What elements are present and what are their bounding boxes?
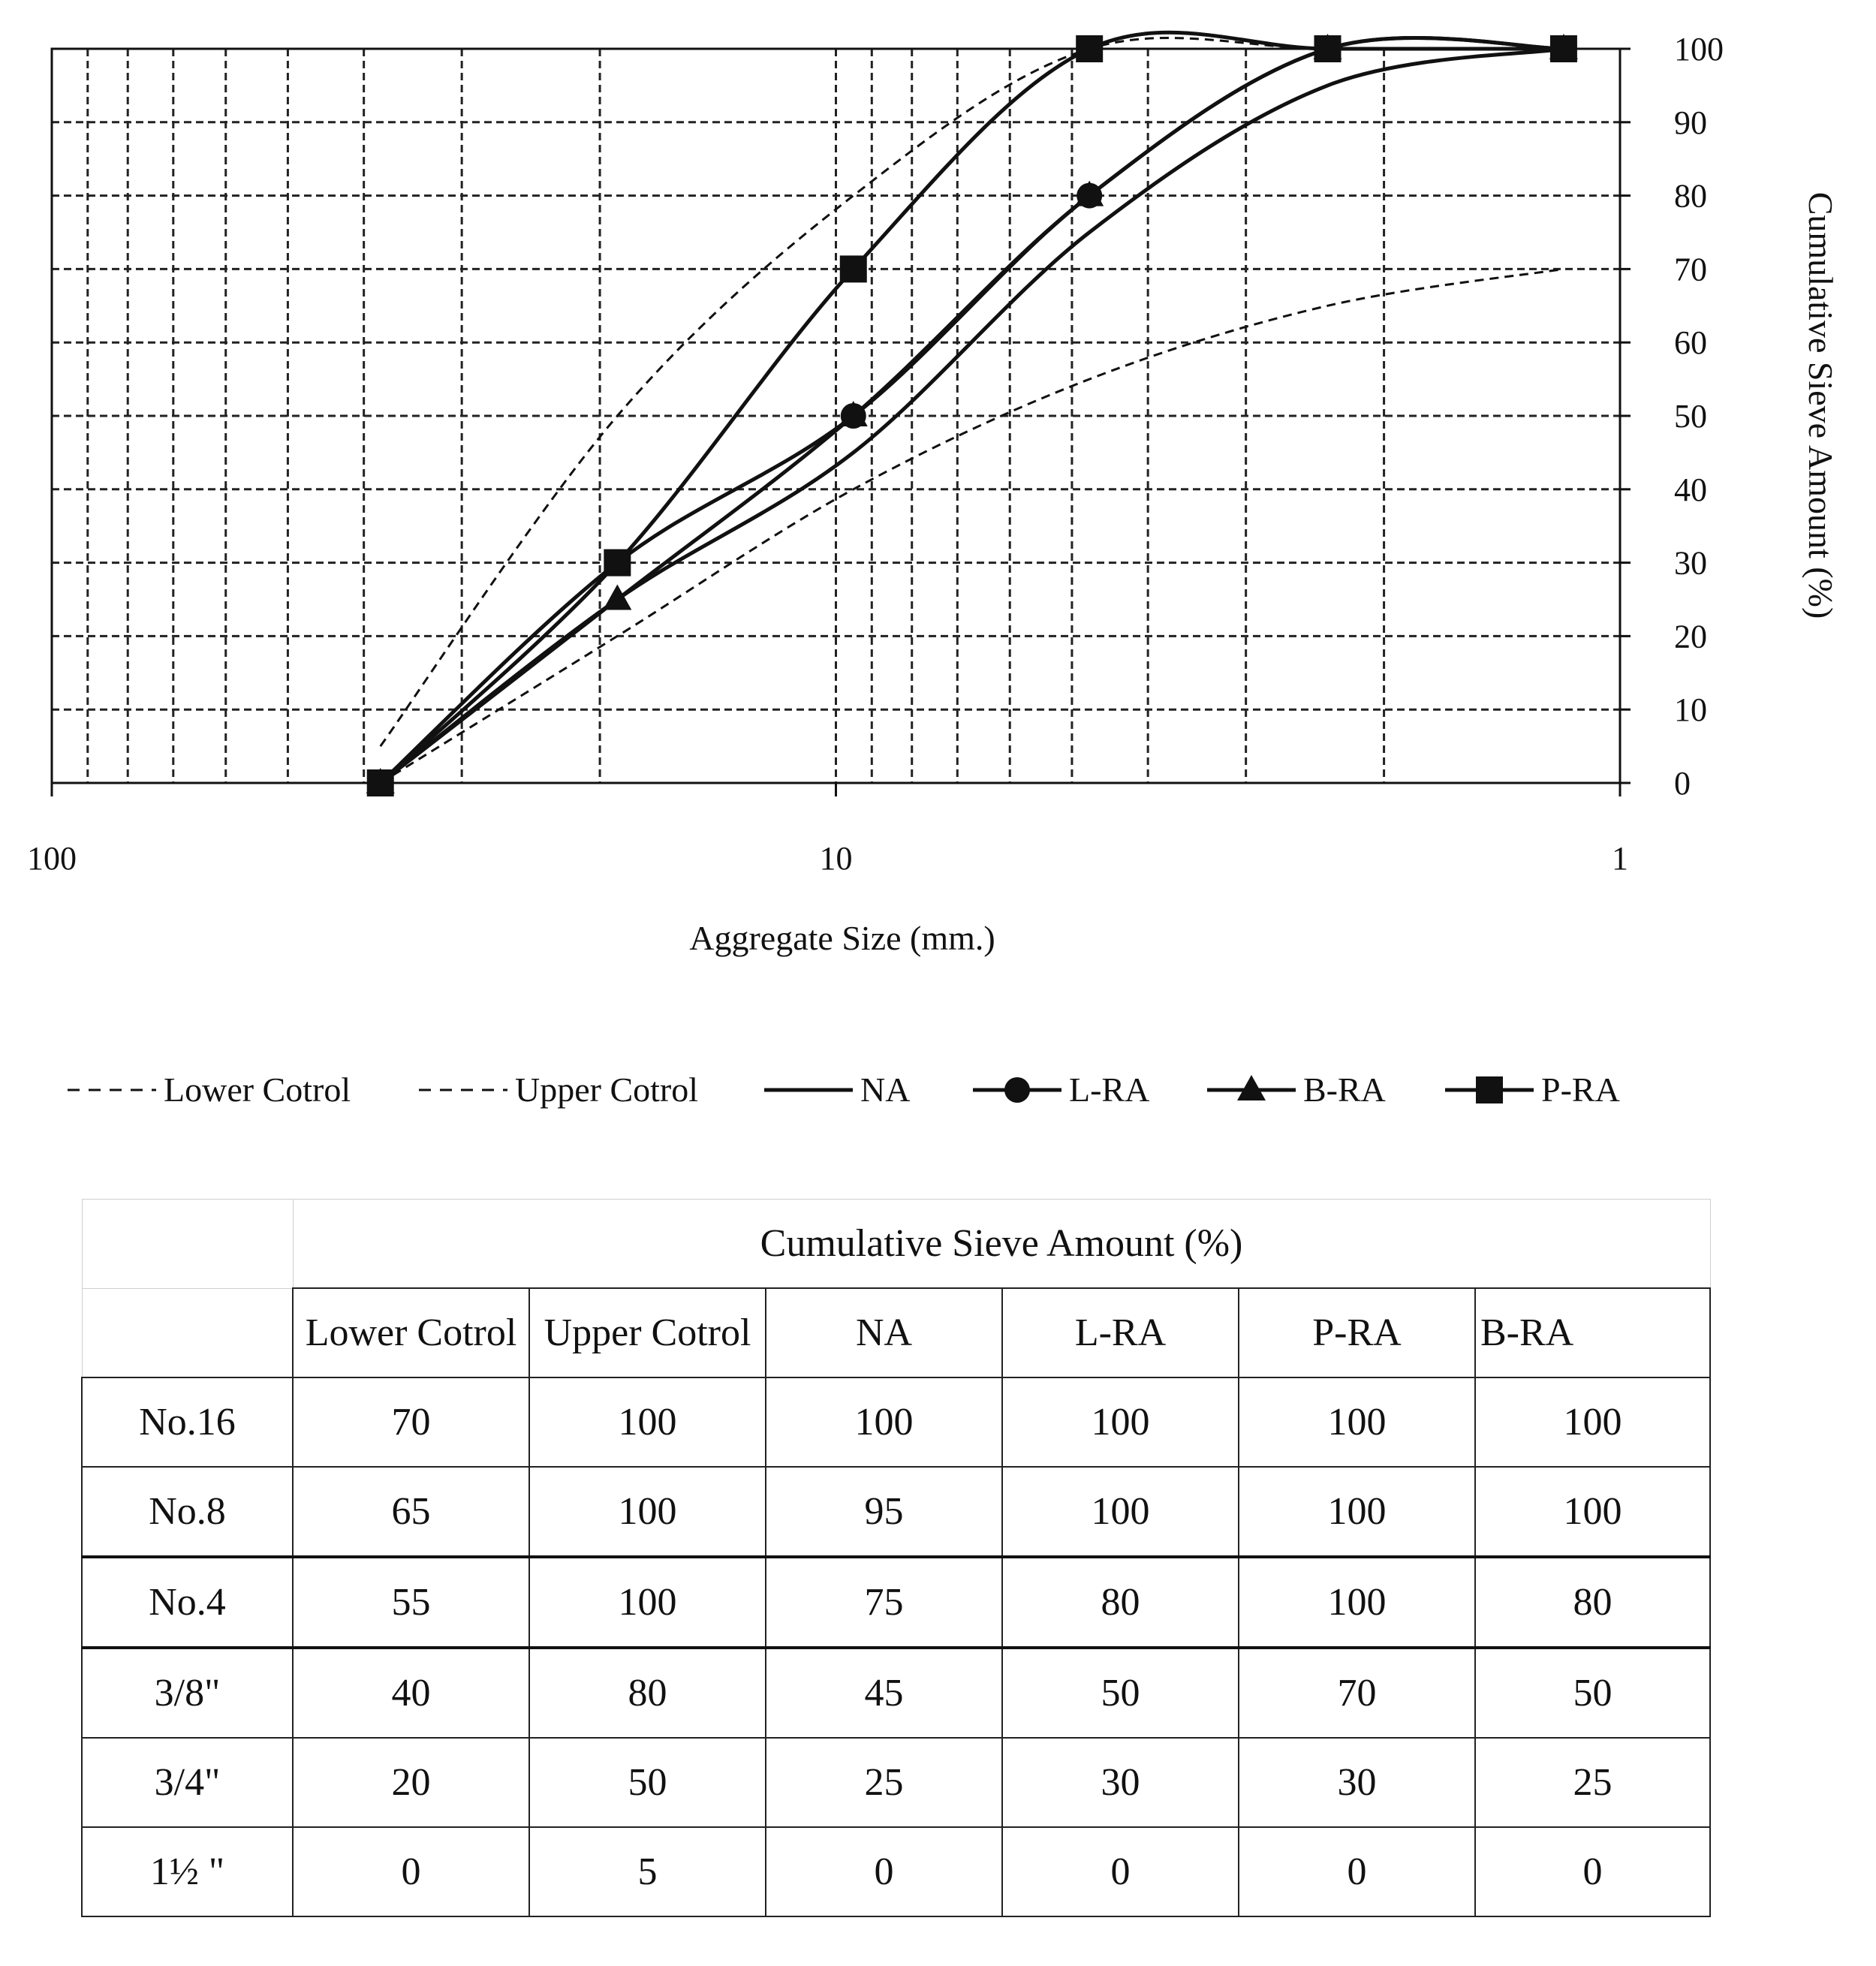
- table-cell: 50: [1475, 1648, 1710, 1738]
- table-row: [82, 1467, 1710, 1557]
- series-line-l-ra: [381, 38, 1564, 783]
- x-tick-label: 1: [1612, 840, 1628, 877]
- legend-label-lower-cotrol: Lower Cotrol: [164, 1070, 351, 1109]
- point-p-ra: [367, 769, 394, 796]
- table-cell: 70: [1239, 1648, 1475, 1738]
- table-row: [82, 1827, 1710, 1916]
- y-tick-label: 60: [1674, 324, 1707, 362]
- table-cell: 70: [293, 1377, 529, 1467]
- table-cell: 0: [1239, 1827, 1475, 1916]
- table-cell: 100: [529, 1557, 766, 1648]
- point-p-ra: [604, 549, 631, 577]
- x-tick-label: 10: [819, 840, 853, 877]
- table-cell: 100: [1475, 1467, 1710, 1557]
- table-cell: 100: [1239, 1557, 1475, 1648]
- y-tick-label: 80: [1674, 177, 1707, 215]
- table-cell: 0: [1002, 1827, 1239, 1916]
- y-tick-label: 50: [1674, 398, 1707, 435]
- table-cell: 100: [1002, 1377, 1239, 1467]
- table-cell: 80: [1475, 1557, 1710, 1648]
- table-cell: 25: [1475, 1738, 1710, 1827]
- row-label: No.4: [82, 1557, 293, 1648]
- point-p-ra: [1076, 35, 1103, 62]
- row-label: No.16: [82, 1377, 293, 1467]
- y-tick-label: 30: [1674, 544, 1707, 582]
- y-tick-label: 90: [1674, 104, 1707, 141]
- table-title: Cumulative Sieve Amount (%): [293, 1200, 1710, 1289]
- table-cell: 80: [1002, 1557, 1239, 1648]
- point-p-ra: [1314, 35, 1341, 62]
- y-tick-label: 100: [1674, 31, 1724, 68]
- grid-lines: [52, 49, 1620, 783]
- row-label: 3/4": [82, 1738, 293, 1827]
- table-cell: 0: [1475, 1827, 1710, 1916]
- row-label: 3/8": [82, 1648, 293, 1738]
- table-cell: 100: [529, 1377, 766, 1467]
- y-axis-title: Cumulative Sieve Amount (%): [1802, 191, 1840, 619]
- row-label: No.8: [82, 1467, 293, 1557]
- table-cell: 95: [766, 1467, 1002, 1557]
- row-label: 1½ ": [82, 1827, 293, 1916]
- legend-marker-l-ra: [1004, 1077, 1030, 1103]
- table-row: [82, 1648, 1710, 1738]
- table-cell: 50: [529, 1738, 766, 1827]
- table-cell: 50: [1002, 1648, 1239, 1738]
- table-cell: 65: [293, 1467, 529, 1557]
- series-line-upper-cotrol: [381, 38, 1564, 747]
- col-header-p-ra: P-RA: [1239, 1288, 1475, 1377]
- y-tick-label: 20: [1674, 618, 1707, 655]
- table-cell: 30: [1239, 1738, 1475, 1827]
- table-cell: 40: [293, 1648, 529, 1738]
- legend: [68, 1070, 1620, 1109]
- col-header-upper-cotrol: Upper Cotrol: [529, 1288, 766, 1377]
- table-row: [82, 1738, 1710, 1827]
- table-cell: 30: [1002, 1738, 1239, 1827]
- series-line-b-ra: [381, 38, 1564, 783]
- table-cell: 45: [766, 1648, 1002, 1738]
- table-cell: 20: [293, 1738, 529, 1827]
- x-axis-title: Aggregate Size (mm.): [689, 919, 995, 957]
- axis-ticks: [27, 31, 1724, 877]
- table-cell: 100: [1002, 1467, 1239, 1557]
- table-cell: 100: [1475, 1377, 1710, 1467]
- legend-label-b-ra: B-RA: [1303, 1070, 1386, 1109]
- series-lines: [381, 32, 1564, 783]
- y-tick-label: 10: [1674, 691, 1707, 729]
- sieve-table: [81, 1199, 1711, 1917]
- y-tick-label: 40: [1674, 471, 1707, 508]
- table-cell: 55: [293, 1557, 529, 1648]
- table-row: [82, 1377, 1710, 1467]
- legend-marker-p-ra: [1476, 1076, 1503, 1103]
- table-cell: 0: [766, 1827, 1002, 1916]
- table-header-row: [82, 1288, 1710, 1377]
- legend-label-upper-cotrol: Upper Cotrol: [515, 1070, 699, 1109]
- table-row: [82, 1557, 1710, 1648]
- table-cell: 80: [529, 1648, 766, 1738]
- y-tick-label: 0: [1674, 765, 1691, 802]
- y-tick-label: 70: [1674, 251, 1707, 288]
- point-b-ra: [603, 585, 631, 610]
- legend-label-na: NA: [860, 1070, 911, 1109]
- point-p-ra: [1550, 35, 1577, 62]
- table-cell: 100: [1239, 1377, 1475, 1467]
- table-cell: 100: [529, 1467, 766, 1557]
- table-cell: 100: [766, 1377, 1002, 1467]
- table-cell: 0: [293, 1827, 529, 1916]
- table-corner-cell: [82, 1200, 293, 1289]
- col-header-lower-cotrol: Lower Cotrol: [293, 1288, 529, 1377]
- table-cell: 5: [529, 1827, 766, 1916]
- series-line-lower-cotrol: [381, 269, 1564, 783]
- table-title-row: [82, 1200, 1710, 1289]
- col-header-na: NA: [766, 1288, 1002, 1377]
- table-cell: 75: [766, 1557, 1002, 1648]
- col-header-b-ra: B-RA: [1475, 1288, 1710, 1377]
- col-header-l-ra: L-RA: [1002, 1288, 1239, 1377]
- table-corner-cell: [82, 1288, 293, 1377]
- x-tick-label: 100: [27, 840, 77, 877]
- legend-label-p-ra: P-RA: [1541, 1070, 1620, 1109]
- table-cell: 100: [1239, 1467, 1475, 1557]
- legend-marker-b-ra: [1237, 1075, 1266, 1100]
- series-line-p-ra: [381, 32, 1564, 783]
- table-cell: 25: [766, 1738, 1002, 1827]
- legend-label-l-ra: L-RA: [1069, 1070, 1150, 1109]
- point-p-ra: [840, 255, 867, 282]
